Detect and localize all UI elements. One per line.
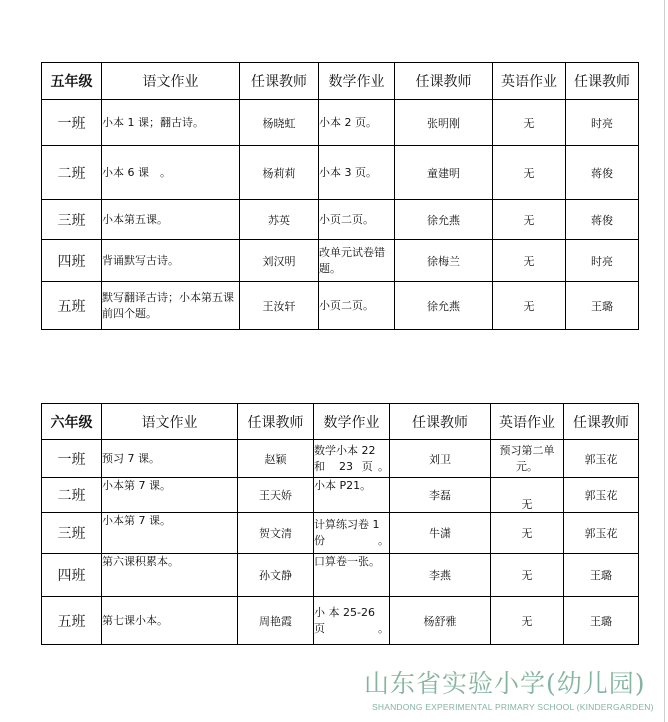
math-teacher-cell: 李燕 bbox=[390, 554, 491, 597]
math-homework-cell: 数学小本 22 和 23 页。 bbox=[314, 440, 390, 478]
math-homework-cell: 小页二页。 bbox=[319, 200, 395, 240]
math-teacher-cell: 牛潇 bbox=[390, 513, 491, 554]
school-name-chinese: 山东省实验小学(幼儿园) bbox=[364, 669, 646, 698]
chinese-homework-cell: 第六课积累本。 bbox=[102, 554, 238, 597]
math-teacher-cell: 杨舒雅 bbox=[390, 597, 491, 645]
chinese-homework-cell: 默写翻译古诗；小本第五课前四个题。 bbox=[102, 282, 240, 330]
english-homework-cell: 无 bbox=[493, 146, 566, 200]
chinese-teacher-cell: 苏英 bbox=[240, 200, 319, 240]
chinese-teacher-cell: 杨晓虹 bbox=[240, 100, 319, 146]
table-row bbox=[42, 100, 639, 146]
chinese-teacher-header: 任课教师 bbox=[240, 63, 319, 100]
chinese-teacher-cell: 周艳霞 bbox=[238, 597, 314, 645]
english-homework-cell: 无 bbox=[491, 513, 564, 554]
english-homework-cell: 无 bbox=[493, 200, 566, 240]
table-row bbox=[42, 554, 639, 597]
math-homework-header: 数学作业 bbox=[319, 63, 395, 100]
grade5-homework-table bbox=[41, 62, 639, 330]
math-teacher-header: 任课教师 bbox=[390, 404, 491, 440]
class-cell: 三班 bbox=[42, 513, 102, 554]
english-teacher-cell: 郭玉花 bbox=[564, 478, 639, 513]
chinese-teacher-cell: 孙文静 bbox=[238, 554, 314, 597]
table-row bbox=[42, 240, 639, 282]
english-homework-cell: 无 bbox=[491, 478, 564, 513]
table-row bbox=[42, 200, 639, 240]
english-homework-header: 英语作业 bbox=[491, 404, 564, 440]
class-cell: 五班 bbox=[42, 597, 102, 645]
math-teacher-header: 任课教师 bbox=[395, 63, 493, 100]
english-homework-cell: 预习第二单元。 bbox=[491, 440, 564, 478]
math-teacher-cell: 张明刚 bbox=[395, 100, 493, 146]
math-homework-header: 数学作业 bbox=[314, 404, 390, 440]
table-row bbox=[42, 478, 639, 513]
class-cell: 一班 bbox=[42, 100, 102, 146]
chinese-homework-cell: 小本 6 课 。 bbox=[102, 146, 240, 200]
grade6-homework-table bbox=[41, 403, 639, 645]
chinese-teacher-cell: 杨莉莉 bbox=[240, 146, 319, 200]
english-homework-header: 英语作业 bbox=[493, 63, 566, 100]
grade-header: 五年级 bbox=[42, 63, 102, 100]
school-logo bbox=[364, 668, 664, 720]
math-homework-cell: 改单元试卷错题。 bbox=[319, 240, 395, 282]
english-teacher-cell: 郭玉花 bbox=[564, 440, 639, 478]
english-teacher-cell: 蒋俊 bbox=[566, 200, 639, 240]
english-teacher-cell: 王璐 bbox=[564, 597, 639, 645]
class-cell: 四班 bbox=[42, 554, 102, 597]
class-cell: 二班 bbox=[42, 146, 102, 200]
math-teacher-cell: 徐允燕 bbox=[395, 282, 493, 330]
table-header-row bbox=[42, 404, 639, 440]
english-teacher-header: 任课教师 bbox=[566, 63, 639, 100]
english-homework-cell: 无 bbox=[493, 240, 566, 282]
math-homework-cell: 小 本 25-26 页。 bbox=[314, 597, 390, 645]
chinese-homework-header: 语文作业 bbox=[102, 63, 240, 100]
chinese-homework-cell: 预习 7 课。 bbox=[102, 440, 238, 478]
grade-header: 六年级 bbox=[42, 404, 102, 440]
math-homework-cell: 小本 3 页。 bbox=[319, 146, 395, 200]
math-homework-cell: 小页二页。 bbox=[319, 282, 395, 330]
chinese-homework-cell: 小本第 7 课。 bbox=[102, 513, 238, 554]
chinese-homework-cell: 第七课小本。 bbox=[102, 597, 238, 645]
chinese-homework-cell: 小本第 7 课。 bbox=[102, 478, 238, 513]
math-teacher-cell: 刘卫 bbox=[390, 440, 491, 478]
chinese-teacher-cell: 贺文清 bbox=[238, 513, 314, 554]
class-cell: 一班 bbox=[42, 440, 102, 478]
math-teacher-cell: 李磊 bbox=[390, 478, 491, 513]
chinese-teacher-cell: 王天娇 bbox=[238, 478, 314, 513]
page-edge-rule bbox=[664, 0, 665, 722]
chinese-teacher-cell: 刘汉明 bbox=[240, 240, 319, 282]
english-teacher-cell: 时亮 bbox=[566, 100, 639, 146]
math-teacher-cell: 徐允燕 bbox=[395, 200, 493, 240]
table-row bbox=[42, 513, 639, 554]
school-name-english: SHANDONG EXPERIMENTAL PRIMARY SCHOOL (KINDERGARDEN) bbox=[372, 702, 654, 712]
math-homework-cell: 小本 2 页。 bbox=[319, 100, 395, 146]
table-row bbox=[42, 282, 639, 330]
math-homework-cell: 口算卷一张。 bbox=[314, 554, 390, 597]
table-row bbox=[42, 146, 639, 200]
english-teacher-cell: 王璐 bbox=[566, 282, 639, 330]
class-cell: 五班 bbox=[42, 282, 102, 330]
english-homework-cell: 无 bbox=[491, 597, 564, 645]
math-homework-cell: 小本 P21。 bbox=[314, 478, 390, 513]
class-cell: 四班 bbox=[42, 240, 102, 282]
chinese-homework-header: 语文作业 bbox=[102, 404, 238, 440]
table-row bbox=[42, 440, 639, 478]
class-cell: 二班 bbox=[42, 478, 102, 513]
class-cell: 三班 bbox=[42, 200, 102, 240]
english-homework-cell: 无 bbox=[493, 282, 566, 330]
math-homework-cell: 计算练习卷 1 份。 bbox=[314, 513, 390, 554]
chinese-teacher-cell: 王汝轩 bbox=[240, 282, 319, 330]
math-teacher-cell: 徐梅兰 bbox=[395, 240, 493, 282]
chinese-teacher-header: 任课教师 bbox=[238, 404, 314, 440]
chinese-homework-cell: 小本 1 课；翻古诗。 bbox=[102, 100, 240, 146]
table-header-row bbox=[42, 63, 639, 100]
math-teacher-cell: 童建明 bbox=[395, 146, 493, 200]
english-homework-cell: 无 bbox=[493, 100, 566, 146]
english-teacher-cell: 郭玉花 bbox=[564, 513, 639, 554]
chinese-teacher-cell: 赵颖 bbox=[238, 440, 314, 478]
english-teacher-header: 任课教师 bbox=[564, 404, 639, 440]
table-row bbox=[42, 597, 639, 645]
chinese-homework-cell: 背诵默写古诗。 bbox=[102, 240, 240, 282]
english-teacher-cell: 时亮 bbox=[566, 240, 639, 282]
chinese-homework-cell: 小本第五课。 bbox=[102, 200, 240, 240]
english-teacher-cell: 王璐 bbox=[564, 554, 639, 597]
english-homework-cell: 无 bbox=[491, 554, 564, 597]
english-teacher-cell: 蒋俊 bbox=[566, 146, 639, 200]
